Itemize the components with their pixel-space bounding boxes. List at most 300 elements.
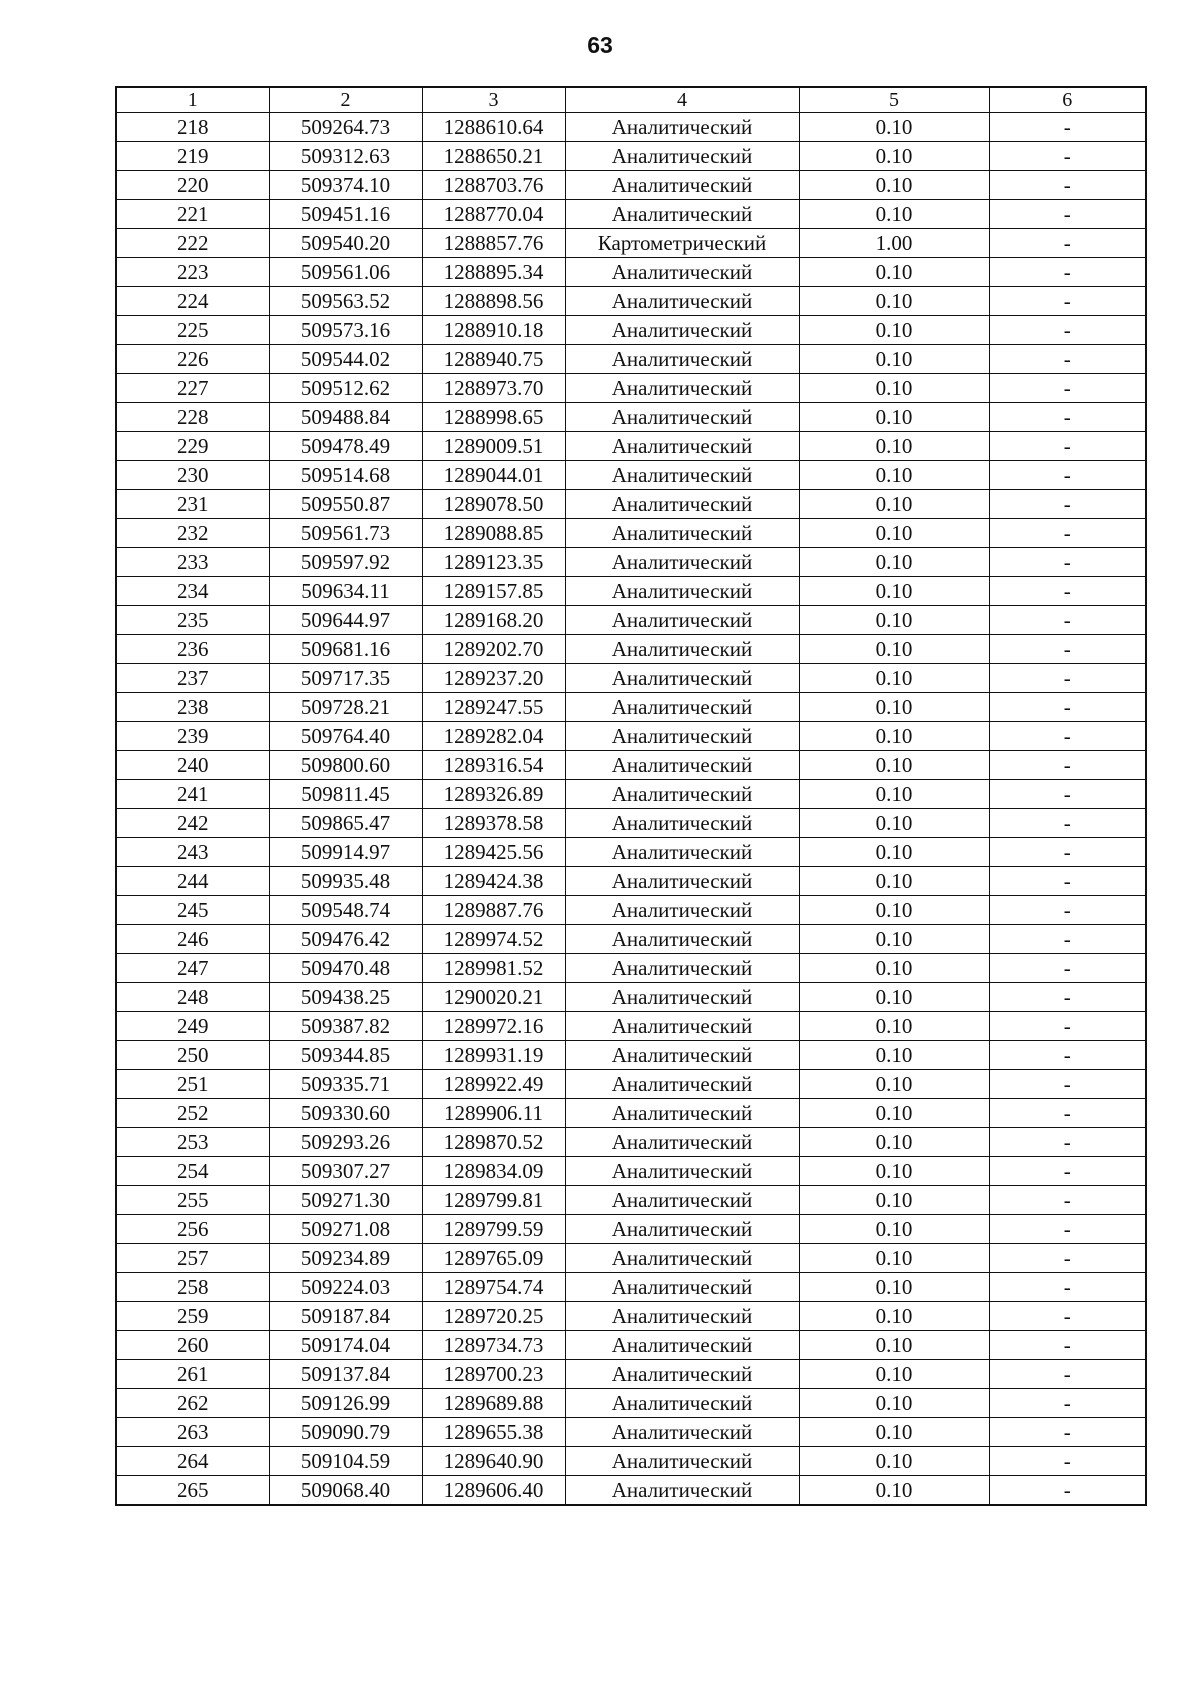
- note-cell: -: [989, 780, 1146, 809]
- table-row: [116, 548, 1146, 577]
- coordinates-table: [115, 86, 1147, 1506]
- note-cell: -: [989, 635, 1146, 664]
- accuracy-cell: 0.10: [799, 287, 989, 316]
- x-coordinate-cell: 509914.97: [269, 838, 422, 867]
- table-row: [116, 258, 1146, 287]
- table-row: [116, 316, 1146, 345]
- y-coordinate-cell: 1288898.56: [422, 287, 565, 316]
- table-row: [116, 1041, 1146, 1070]
- point-number-cell: 235: [116, 606, 269, 635]
- x-coordinate-cell: 509068.40: [269, 1476, 422, 1506]
- x-coordinate-cell: 509597.92: [269, 548, 422, 577]
- note-cell: -: [989, 316, 1146, 345]
- accuracy-cell: 0.10: [799, 1244, 989, 1273]
- y-coordinate-cell: 1289378.58: [422, 809, 565, 838]
- x-coordinate-cell: 509476.42: [269, 925, 422, 954]
- note-cell: -: [989, 229, 1146, 258]
- note-cell: -: [989, 838, 1146, 867]
- y-coordinate-cell: 1289931.19: [422, 1041, 565, 1070]
- table-row: [116, 1128, 1146, 1157]
- note-cell: -: [989, 490, 1146, 519]
- table-row: [116, 1012, 1146, 1041]
- x-coordinate-cell: 509271.30: [269, 1186, 422, 1215]
- accuracy-cell: 0.10: [799, 780, 989, 809]
- x-coordinate-cell: 509561.73: [269, 519, 422, 548]
- point-number-cell: 220: [116, 171, 269, 200]
- y-coordinate-cell: 1290020.21: [422, 983, 565, 1012]
- accuracy-cell: 0.10: [799, 1157, 989, 1186]
- table-row: [116, 142, 1146, 171]
- accuracy-cell: 0.10: [799, 1360, 989, 1389]
- table-row: [116, 519, 1146, 548]
- table-row: [116, 1302, 1146, 1331]
- accuracy-cell: 0.10: [799, 1215, 989, 1244]
- note-cell: -: [989, 200, 1146, 229]
- point-number-cell: 249: [116, 1012, 269, 1041]
- method-cell: Аналитический: [565, 1128, 799, 1157]
- y-coordinate-cell: 1288910.18: [422, 316, 565, 345]
- method-cell: Аналитический: [565, 606, 799, 635]
- point-number-cell: 226: [116, 345, 269, 374]
- y-coordinate-cell: 1289282.04: [422, 722, 565, 751]
- y-coordinate-cell: 1289700.23: [422, 1360, 565, 1389]
- point-number-cell: 224: [116, 287, 269, 316]
- y-coordinate-cell: 1289834.09: [422, 1157, 565, 1186]
- x-coordinate-cell: 509264.73: [269, 113, 422, 142]
- note-cell: -: [989, 1157, 1146, 1186]
- x-coordinate-cell: 509174.04: [269, 1331, 422, 1360]
- x-coordinate-cell: 509335.71: [269, 1070, 422, 1099]
- x-coordinate-cell: 509514.68: [269, 461, 422, 490]
- y-coordinate-cell: 1289044.01: [422, 461, 565, 490]
- method-cell: Аналитический: [565, 925, 799, 954]
- accuracy-cell: 0.10: [799, 258, 989, 287]
- method-cell: Аналитический: [565, 548, 799, 577]
- point-number-cell: 232: [116, 519, 269, 548]
- table-row: [116, 1476, 1146, 1506]
- note-cell: -: [989, 171, 1146, 200]
- x-coordinate-cell: 509478.49: [269, 432, 422, 461]
- table-row: [116, 1070, 1146, 1099]
- table-row: [116, 867, 1146, 896]
- table-row: [116, 287, 1146, 316]
- x-coordinate-cell: 509387.82: [269, 1012, 422, 1041]
- accuracy-cell: 0.10: [799, 1476, 989, 1506]
- note-cell: -: [989, 606, 1146, 635]
- accuracy-cell: 0.10: [799, 867, 989, 896]
- accuracy-cell: 0.10: [799, 809, 989, 838]
- method-cell: Аналитический: [565, 693, 799, 722]
- table-row: [116, 1389, 1146, 1418]
- note-cell: -: [989, 1244, 1146, 1273]
- point-number-cell: 251: [116, 1070, 269, 1099]
- y-coordinate-cell: 1289123.35: [422, 548, 565, 577]
- y-coordinate-cell: 1289157.85: [422, 577, 565, 606]
- accuracy-cell: 0.10: [799, 374, 989, 403]
- point-number-cell: 244: [116, 867, 269, 896]
- table-row: [116, 925, 1146, 954]
- method-cell: Аналитический: [565, 1476, 799, 1506]
- y-coordinate-cell: 1289237.20: [422, 664, 565, 693]
- x-coordinate-cell: 509811.45: [269, 780, 422, 809]
- table-row: [116, 171, 1146, 200]
- method-cell: Аналитический: [565, 896, 799, 925]
- point-number-cell: 265: [116, 1476, 269, 1506]
- x-coordinate-cell: 509374.10: [269, 171, 422, 200]
- table-row: [116, 635, 1146, 664]
- method-cell: Аналитический: [565, 1041, 799, 1070]
- table-row: [116, 896, 1146, 925]
- method-cell: Аналитический: [565, 722, 799, 751]
- accuracy-cell: 0.10: [799, 1070, 989, 1099]
- method-cell: Аналитический: [565, 1331, 799, 1360]
- method-cell: Аналитический: [565, 142, 799, 171]
- y-coordinate-cell: 1288650.21: [422, 142, 565, 171]
- table-row: [116, 751, 1146, 780]
- note-cell: -: [989, 751, 1146, 780]
- y-coordinate-cell: 1289981.52: [422, 954, 565, 983]
- point-number-cell: 233: [116, 548, 269, 577]
- header-cell-5: 5: [799, 87, 989, 113]
- point-number-cell: 221: [116, 200, 269, 229]
- header-cell-4: 4: [565, 87, 799, 113]
- accuracy-cell: 0.10: [799, 316, 989, 345]
- y-coordinate-cell: 1289247.55: [422, 693, 565, 722]
- x-coordinate-cell: 509312.63: [269, 142, 422, 171]
- method-cell: Аналитический: [565, 751, 799, 780]
- accuracy-cell: 0.10: [799, 1186, 989, 1215]
- accuracy-cell: 0.10: [799, 345, 989, 374]
- note-cell: -: [989, 1302, 1146, 1331]
- table-row: [116, 1244, 1146, 1273]
- x-coordinate-cell: 509090.79: [269, 1418, 422, 1447]
- note-cell: -: [989, 1215, 1146, 1244]
- accuracy-cell: 0.10: [799, 577, 989, 606]
- table-row: [116, 345, 1146, 374]
- note-cell: -: [989, 374, 1146, 403]
- note-cell: -: [989, 403, 1146, 432]
- point-number-cell: 218: [116, 113, 269, 142]
- y-coordinate-cell: 1288895.34: [422, 258, 565, 287]
- method-cell: Аналитический: [565, 1273, 799, 1302]
- point-number-cell: 247: [116, 954, 269, 983]
- x-coordinate-cell: 509728.21: [269, 693, 422, 722]
- method-cell: Аналитический: [565, 1244, 799, 1273]
- table-body: [116, 113, 1146, 1506]
- x-coordinate-cell: 509544.02: [269, 345, 422, 374]
- point-number-cell: 257: [116, 1244, 269, 1273]
- method-cell: Аналитический: [565, 983, 799, 1012]
- y-coordinate-cell: 1289906.11: [422, 1099, 565, 1128]
- method-cell: Аналитический: [565, 780, 799, 809]
- note-cell: -: [989, 896, 1146, 925]
- accuracy-cell: 0.10: [799, 1331, 989, 1360]
- y-coordinate-cell: 1289424.38: [422, 867, 565, 896]
- accuracy-cell: 0.10: [799, 983, 989, 1012]
- method-cell: Аналитический: [565, 1447, 799, 1476]
- point-number-cell: 254: [116, 1157, 269, 1186]
- note-cell: -: [989, 722, 1146, 751]
- x-coordinate-cell: 509330.60: [269, 1099, 422, 1128]
- table-row: [116, 200, 1146, 229]
- accuracy-cell: 0.10: [799, 432, 989, 461]
- point-number-cell: 253: [116, 1128, 269, 1157]
- y-coordinate-cell: 1289168.20: [422, 606, 565, 635]
- accuracy-cell: 0.10: [799, 1128, 989, 1157]
- x-coordinate-cell: 509126.99: [269, 1389, 422, 1418]
- x-coordinate-cell: 509307.27: [269, 1157, 422, 1186]
- method-cell: Аналитический: [565, 258, 799, 287]
- point-number-cell: 243: [116, 838, 269, 867]
- accuracy-cell: 0.10: [799, 171, 989, 200]
- point-number-cell: 252: [116, 1099, 269, 1128]
- accuracy-cell: 0.10: [799, 1389, 989, 1418]
- x-coordinate-cell: 509634.11: [269, 577, 422, 606]
- y-coordinate-cell: 1289606.40: [422, 1476, 565, 1506]
- table-header: [116, 87, 1146, 113]
- y-coordinate-cell: 1288973.70: [422, 374, 565, 403]
- y-coordinate-cell: 1289870.52: [422, 1128, 565, 1157]
- point-number-cell: 263: [116, 1418, 269, 1447]
- y-coordinate-cell: 1289799.59: [422, 1215, 565, 1244]
- accuracy-cell: 0.10: [799, 200, 989, 229]
- table-row: [116, 780, 1146, 809]
- point-number-cell: 245: [116, 896, 269, 925]
- accuracy-cell: 0.10: [799, 1012, 989, 1041]
- table-row: [116, 1360, 1146, 1389]
- note-cell: -: [989, 1331, 1146, 1360]
- point-number-cell: 238: [116, 693, 269, 722]
- point-number-cell: 225: [116, 316, 269, 345]
- table-row: [116, 461, 1146, 490]
- x-coordinate-cell: 509865.47: [269, 809, 422, 838]
- accuracy-cell: 0.10: [799, 1418, 989, 1447]
- note-cell: -: [989, 1418, 1146, 1447]
- method-cell: Аналитический: [565, 200, 799, 229]
- method-cell: Аналитический: [565, 345, 799, 374]
- accuracy-cell: 0.10: [799, 113, 989, 142]
- x-coordinate-cell: 509550.87: [269, 490, 422, 519]
- table-row: [116, 1447, 1146, 1476]
- table-row: [116, 606, 1146, 635]
- y-coordinate-cell: 1289754.74: [422, 1273, 565, 1302]
- x-coordinate-cell: 509488.84: [269, 403, 422, 432]
- table-row: [116, 954, 1146, 983]
- note-cell: -: [989, 345, 1146, 374]
- method-cell: Аналитический: [565, 577, 799, 606]
- x-coordinate-cell: 509548.74: [269, 896, 422, 925]
- method-cell: Аналитический: [565, 1389, 799, 1418]
- x-coordinate-cell: 509573.16: [269, 316, 422, 345]
- x-coordinate-cell: 509224.03: [269, 1273, 422, 1302]
- table-row: [116, 374, 1146, 403]
- x-coordinate-cell: 509293.26: [269, 1128, 422, 1157]
- point-number-cell: 229: [116, 432, 269, 461]
- note-cell: -: [989, 1389, 1146, 1418]
- header-cell-6: 6: [989, 87, 1146, 113]
- point-number-cell: 258: [116, 1273, 269, 1302]
- table-row: [116, 809, 1146, 838]
- point-number-cell: 259: [116, 1302, 269, 1331]
- accuracy-cell: 0.10: [799, 751, 989, 780]
- method-cell: Аналитический: [565, 1418, 799, 1447]
- method-cell: Аналитический: [565, 432, 799, 461]
- y-coordinate-cell: 1289689.88: [422, 1389, 565, 1418]
- table-row: [116, 403, 1146, 432]
- accuracy-cell: 0.10: [799, 1447, 989, 1476]
- point-number-cell: 228: [116, 403, 269, 432]
- y-coordinate-cell: 1289078.50: [422, 490, 565, 519]
- point-number-cell: 260: [116, 1331, 269, 1360]
- x-coordinate-cell: 509512.62: [269, 374, 422, 403]
- point-number-cell: 222: [116, 229, 269, 258]
- note-cell: -: [989, 693, 1146, 722]
- accuracy-cell: 0.10: [799, 896, 989, 925]
- note-cell: -: [989, 1447, 1146, 1476]
- table-row: [116, 722, 1146, 751]
- x-coordinate-cell: 509935.48: [269, 867, 422, 896]
- x-coordinate-cell: 509470.48: [269, 954, 422, 983]
- table-row: [116, 432, 1146, 461]
- x-coordinate-cell: 509644.97: [269, 606, 422, 635]
- y-coordinate-cell: 1289009.51: [422, 432, 565, 461]
- table-row: [116, 1186, 1146, 1215]
- accuracy-cell: 0.10: [799, 606, 989, 635]
- table-row: [116, 229, 1146, 258]
- method-cell: Аналитический: [565, 461, 799, 490]
- y-coordinate-cell: 1288770.04: [422, 200, 565, 229]
- x-coordinate-cell: 509681.16: [269, 635, 422, 664]
- accuracy-cell: 0.10: [799, 1041, 989, 1070]
- y-coordinate-cell: 1288940.75: [422, 345, 565, 374]
- note-cell: -: [989, 548, 1146, 577]
- method-cell: Аналитический: [565, 171, 799, 200]
- method-cell: Аналитический: [565, 374, 799, 403]
- y-coordinate-cell: 1289202.70: [422, 635, 565, 664]
- note-cell: -: [989, 1273, 1146, 1302]
- x-coordinate-cell: 509800.60: [269, 751, 422, 780]
- table-row: [116, 693, 1146, 722]
- accuracy-cell: 0.10: [799, 403, 989, 432]
- y-coordinate-cell: 1289655.38: [422, 1418, 565, 1447]
- point-number-cell: 264: [116, 1447, 269, 1476]
- accuracy-cell: 0.10: [799, 548, 989, 577]
- x-coordinate-cell: 509563.52: [269, 287, 422, 316]
- table-row: [116, 1273, 1146, 1302]
- y-coordinate-cell: 1289972.16: [422, 1012, 565, 1041]
- table-row: [116, 983, 1146, 1012]
- method-cell: Аналитический: [565, 1157, 799, 1186]
- method-cell: Картометрический: [565, 229, 799, 258]
- accuracy-cell: 1.00: [799, 229, 989, 258]
- y-coordinate-cell: 1289425.56: [422, 838, 565, 867]
- y-coordinate-cell: 1289326.89: [422, 780, 565, 809]
- header-cell-3: 3: [422, 87, 565, 113]
- accuracy-cell: 0.10: [799, 693, 989, 722]
- y-coordinate-cell: 1289316.54: [422, 751, 565, 780]
- method-cell: Аналитический: [565, 113, 799, 142]
- method-cell: Аналитический: [565, 635, 799, 664]
- point-number-cell: 250: [116, 1041, 269, 1070]
- point-number-cell: 234: [116, 577, 269, 606]
- note-cell: -: [989, 113, 1146, 142]
- method-cell: Аналитический: [565, 1302, 799, 1331]
- accuracy-cell: 0.10: [799, 519, 989, 548]
- accuracy-cell: 0.10: [799, 664, 989, 693]
- x-coordinate-cell: 509344.85: [269, 1041, 422, 1070]
- table-row: [116, 490, 1146, 519]
- note-cell: -: [989, 1360, 1146, 1389]
- x-coordinate-cell: 509540.20: [269, 229, 422, 258]
- method-cell: Аналитический: [565, 867, 799, 896]
- note-cell: -: [989, 1070, 1146, 1099]
- accuracy-cell: 0.10: [799, 954, 989, 983]
- point-number-cell: 261: [116, 1360, 269, 1389]
- point-number-cell: 230: [116, 461, 269, 490]
- accuracy-cell: 0.10: [799, 142, 989, 171]
- table-row: [116, 1331, 1146, 1360]
- x-coordinate-cell: 509187.84: [269, 1302, 422, 1331]
- point-number-cell: 246: [116, 925, 269, 954]
- y-coordinate-cell: 1289734.73: [422, 1331, 565, 1360]
- accuracy-cell: 0.10: [799, 1302, 989, 1331]
- note-cell: -: [989, 258, 1146, 287]
- table-row: [116, 664, 1146, 693]
- y-coordinate-cell: 1288857.76: [422, 229, 565, 258]
- accuracy-cell: 0.10: [799, 490, 989, 519]
- x-coordinate-cell: 509717.35: [269, 664, 422, 693]
- note-cell: -: [989, 867, 1146, 896]
- method-cell: Аналитический: [565, 1215, 799, 1244]
- y-coordinate-cell: 1288703.76: [422, 171, 565, 200]
- method-cell: Аналитический: [565, 1186, 799, 1215]
- method-cell: Аналитический: [565, 403, 799, 432]
- accuracy-cell: 0.10: [799, 838, 989, 867]
- point-number-cell: 231: [116, 490, 269, 519]
- note-cell: -: [989, 664, 1146, 693]
- y-coordinate-cell: 1289640.90: [422, 1447, 565, 1476]
- point-number-cell: 237: [116, 664, 269, 693]
- note-cell: -: [989, 1128, 1146, 1157]
- accuracy-cell: 0.10: [799, 925, 989, 954]
- method-cell: Аналитический: [565, 490, 799, 519]
- y-coordinate-cell: 1289974.52: [422, 925, 565, 954]
- method-cell: Аналитический: [565, 1360, 799, 1389]
- point-number-cell: 240: [116, 751, 269, 780]
- point-number-cell: 255: [116, 1186, 269, 1215]
- note-cell: -: [989, 287, 1146, 316]
- method-cell: Аналитический: [565, 519, 799, 548]
- note-cell: -: [989, 954, 1146, 983]
- table-row: [116, 1099, 1146, 1128]
- x-coordinate-cell: 509271.08: [269, 1215, 422, 1244]
- accuracy-cell: 0.10: [799, 635, 989, 664]
- point-number-cell: 248: [116, 983, 269, 1012]
- point-number-cell: 236: [116, 635, 269, 664]
- point-number-cell: 256: [116, 1215, 269, 1244]
- note-cell: -: [989, 925, 1146, 954]
- method-cell: Аналитический: [565, 1012, 799, 1041]
- x-coordinate-cell: 509438.25: [269, 983, 422, 1012]
- note-cell: -: [989, 1186, 1146, 1215]
- method-cell: Аналитический: [565, 1099, 799, 1128]
- header-cell-2: 2: [269, 87, 422, 113]
- note-cell: -: [989, 809, 1146, 838]
- accuracy-cell: 0.10: [799, 722, 989, 751]
- accuracy-cell: 0.10: [799, 1273, 989, 1302]
- method-cell: Аналитический: [565, 1070, 799, 1099]
- y-coordinate-cell: 1288998.65: [422, 403, 565, 432]
